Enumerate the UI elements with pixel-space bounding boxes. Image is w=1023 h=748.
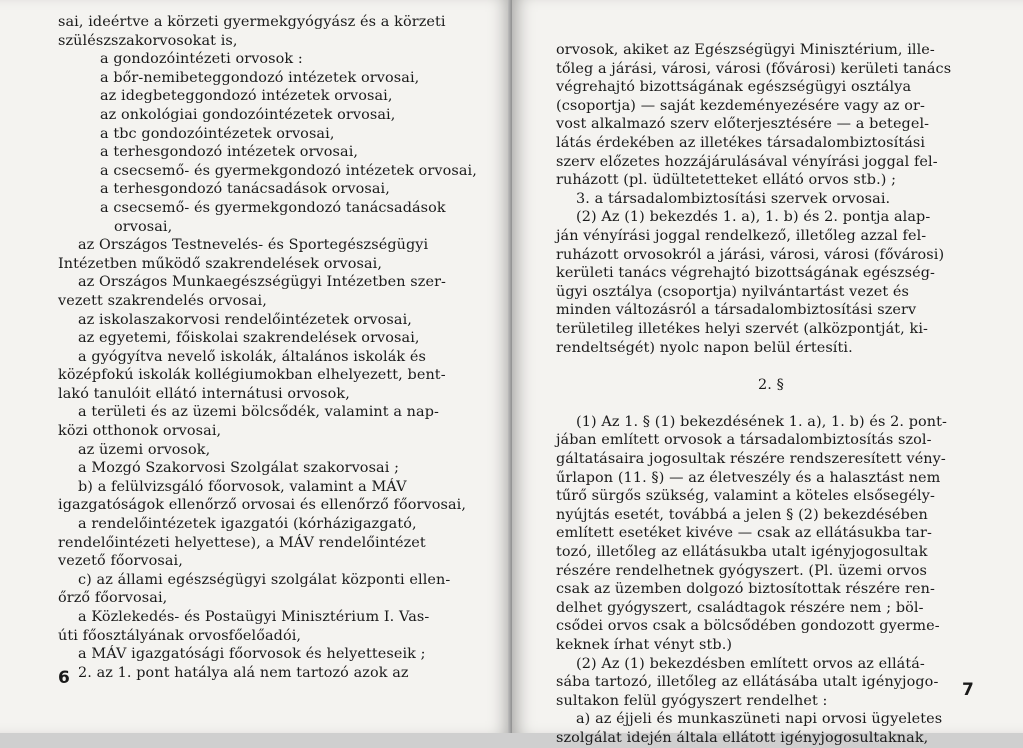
text-line: a terhesgondozó intézetek orvosai, xyxy=(100,144,359,161)
text-line: részére rendelhetnek gyógyszert. (Pl. üzemi orvos xyxy=(556,562,927,579)
text-line: szerv előzetes hozzájárulásával vényírási joggal fel- xyxy=(556,153,938,170)
text-line: az onkológiai gondozóintézetek orvosai, xyxy=(100,106,396,123)
text-line: úti főosztályának orvosfőelőadói, xyxy=(58,627,302,644)
text-line: (csoportja) — saját kezdeményezésére vagy az or- xyxy=(556,97,925,114)
text-line: ügyi osztálya (csoportja) nyilvántartást vezet és xyxy=(556,283,909,300)
text-line: csak az üzemben dolgozó biztosítottak részére ren- xyxy=(556,581,935,598)
text-line: a csecsemő- és gyermekgondozó tanácsadások xyxy=(100,199,446,216)
text-line: kerületi tanács végrehajtó bizottságának egészség- xyxy=(556,265,935,282)
text-line: sai, ideértve a körzeti gyermekgyógyász és a körzeti xyxy=(58,14,446,30)
left-page-number: 6 xyxy=(58,668,70,688)
blank-line xyxy=(556,394,986,413)
blank-line xyxy=(556,357,986,376)
text-line: a területi és az üzemi bölcsődék, valamint a nap- xyxy=(78,404,440,421)
text-line: ján vényírási joggal rendelkező, illetőleg azzal fel- xyxy=(556,227,927,244)
text-line: jában említett orvosok a társadalombiztosítás szol- xyxy=(556,432,932,449)
text-line: az egyetemi, főiskolai szakrendelések orvosai, xyxy=(78,330,420,347)
text-line: szülészszakorvosokat is, xyxy=(58,32,238,49)
text-line: említett esetéket kivéve — csak az ellátásukba tar- xyxy=(556,525,932,542)
text-line: a rendelőintézetek igazgatói (kórházigazgató, xyxy=(78,516,417,533)
text-line: az Országos Munkaegészségügyi Intézetben szer- xyxy=(78,274,447,291)
right-page-text xyxy=(556,41,986,748)
text-line: a MÁV igazgatósági főorvosok és helyetteseik ; xyxy=(78,646,426,663)
text-line: az iskolaszakorvosi rendelőintézetek orvosai, xyxy=(78,311,412,328)
text-line: az idegbeteggondozó intézetek orvosai, xyxy=(100,88,393,105)
text-line: nyújtás esetét, továbbá a jelen § (2) bekezdésében xyxy=(556,506,928,523)
text-line: közi otthonok orvosai, xyxy=(58,423,222,440)
text-line: szolgálat idején általa ellátott igényjogosultaknak, xyxy=(556,729,929,746)
text-line: 2. az 1. pont hatálya alá nem tartozó azok az xyxy=(78,664,409,681)
text-line: csődei orvos csak a bölcsődében gondozott gyerme- xyxy=(556,618,940,635)
text-line: a bőr-nemibeteggondozó intézetek orvosai, xyxy=(100,69,420,86)
text-line: minden változásról a társadalombiztosítási szerv xyxy=(556,302,917,319)
text-line: vost alkalmazó szerv előterjesztésére — a betegel- xyxy=(556,116,930,133)
text-line: b) a felülvizsgáló főorvosok, valamint a MÁV xyxy=(78,478,407,495)
text-line: Intézetben működő szakrendelések orvosai, xyxy=(58,255,383,272)
text-line: sába tartozó, illetőleg az ellátásába utalt igényjogo- xyxy=(556,674,939,691)
text-line: a Közlekedés- és Postaügyi Minisztérium I. Vas- xyxy=(78,609,430,625)
text-line: vezető főorvosai, xyxy=(58,553,183,570)
text-line: tozó, illetőleg az ellátásukba utalt igényjogosultak xyxy=(556,544,928,561)
text-line: igazgatóságok ellenőrző orvosai és ellenőrző főorvosai, xyxy=(58,497,467,514)
text-line: orvosok, akiket az Egészségügyi Minisztérium, ille- xyxy=(556,42,935,58)
text-line: a csecsemő- és gyermekgondozó intézetek orvosai, xyxy=(100,162,477,179)
text-line: tőleg a járási, városi, városi (fővárosi) kerületi tanács xyxy=(556,60,952,77)
section-heading: 2. § xyxy=(758,376,784,393)
text-line: az Országos Testnevelés- és Sportegészségügyi xyxy=(78,237,429,254)
text-line: ruházott orvosokról a járási, városi, városi (fővárosi) xyxy=(556,246,945,263)
text-line: területileg illetékes helyi szervét (alközpontját, ki- xyxy=(556,320,928,337)
text-line: rendeltségét) nyolc napon belül értesíti. xyxy=(556,339,853,356)
text-line: gáltatásaira jogosultak részére rendszeresített vény- xyxy=(556,451,946,468)
text-line: a gyógyítva nevelő iskolák, általános iskolák és xyxy=(78,348,427,365)
text-line: lakó tanulóit ellátó internátusi orvosok, xyxy=(58,385,350,402)
text-line: 3. a társadalombiztosítási szervek orvosai. xyxy=(576,190,891,207)
text-line: az üzemi orvosok, xyxy=(78,441,211,458)
right-page xyxy=(512,0,1023,746)
text-line: őrző főorvosai, xyxy=(58,590,168,607)
text-line: rendelőintézeti helyettese), a MÁV rendelőintézet xyxy=(58,534,426,551)
text-line: delhet gyógyszert, családtagok részére nem ; böl- xyxy=(556,599,924,616)
text-line: a terhesgondozó tanácsadások orvosai, xyxy=(100,181,390,198)
text-line: (2) Az (1) bekezdésben említett orvos az ellátá- xyxy=(576,655,925,672)
text-line: a Mozgó Szakorvosi Szolgálat szakorvosai ; xyxy=(78,460,400,477)
text-line: a tbc gondozóintézetek orvosai, xyxy=(100,125,335,142)
text-line: középfokú iskolák kollégiumokban elhelyezett, bent- xyxy=(58,367,446,384)
text-line: keknek írhat vényt stb.) xyxy=(556,637,733,653)
text-line: sultakon felül gyógyszert rendelhet : xyxy=(556,692,828,709)
right-page-number: 7 xyxy=(962,680,974,700)
text-line: (2) Az (1) bekezdés 1. a), 1. b) és 2. pontja alap- xyxy=(576,209,931,226)
text-line: a gondozóintézeti orvosok : xyxy=(100,51,303,68)
text-line: (1) Az 1. § (1) bekezdésének 1. a), 1. b) és 2. pont- xyxy=(576,413,948,430)
left-page xyxy=(0,0,511,733)
text-line: a) az éjjeli és munkaszüneti napi orvosi ügyeletes xyxy=(576,711,943,728)
text-line: űrlapon (11. §) — az életveszély és a halasztást nem xyxy=(556,469,941,486)
text-line: tűrő sürgős szükség, valamint a köteles elsősegély- xyxy=(556,488,935,505)
text-line: c) az állami egészségügyi szolgálat központi ellen- xyxy=(78,571,451,588)
left-page-text xyxy=(58,13,482,682)
text-line: ruházott (pl. üdültetetteket ellátó orvos stb.) ; xyxy=(556,172,897,189)
text-line: végrehajtó bizottságának egészségügyi osztálya xyxy=(556,79,912,96)
text-line: vezett szakrendelés orvosai, xyxy=(58,292,267,309)
text-line: látás érdekében az illetékes társadalombiztosítási xyxy=(556,134,926,151)
text-line: orvosai, xyxy=(114,218,173,235)
